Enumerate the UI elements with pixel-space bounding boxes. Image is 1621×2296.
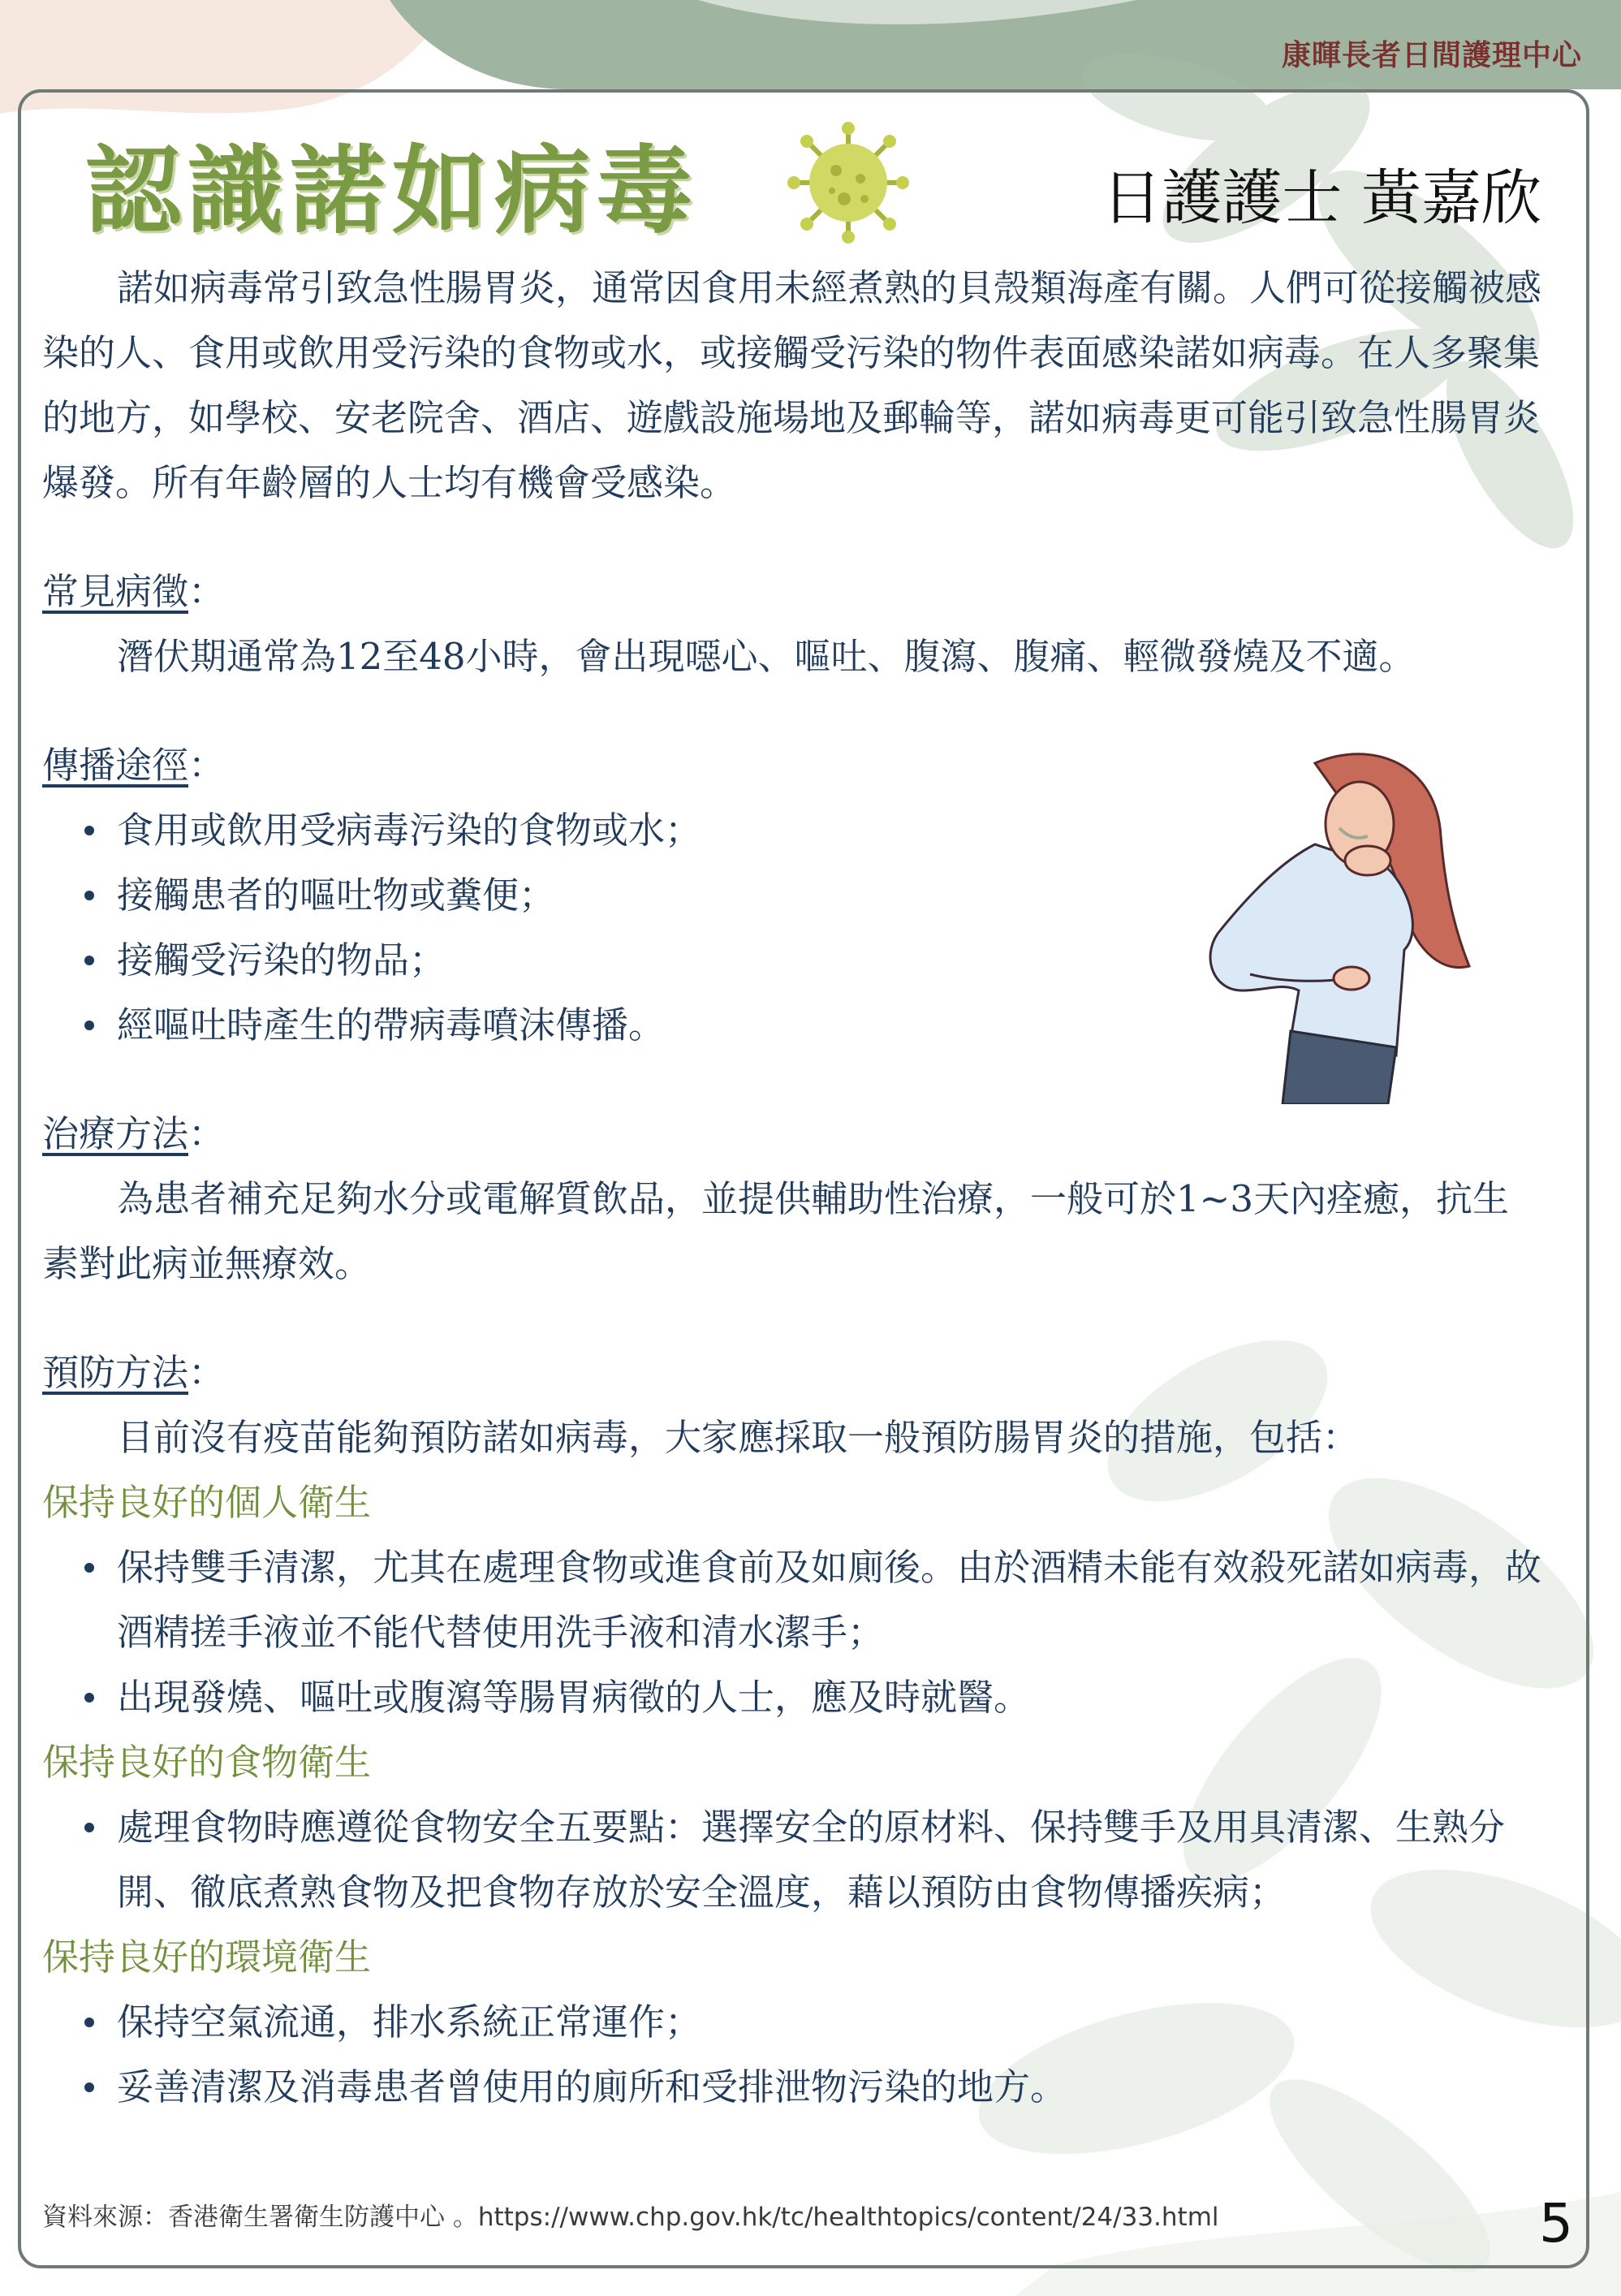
transmission-list [42, 798, 1188, 1058]
list-item: 妥善清潔及消毒患者曾使用的廁所和受排泄物污染的地方。 [117, 2055, 1544, 2120]
prevention-heading-colon: ： [188, 1351, 226, 1394]
source-citation: 資料來源：香港衛生署衛生防護中心 。https://www.chp.gov.hk/tc/healthtopics/content/24/33.html [42, 2203, 1219, 2232]
list-item: 保持空氣流通，排水系統正常運作； [117, 1990, 1544, 2055]
prevention-heading-text: 預防方法 [42, 1351, 189, 1394]
list-item: 接觸患者的嘔吐物或糞便； [117, 863, 1188, 928]
personal-hygiene-list [42, 1535, 1544, 1730]
prevention-intro: 目前沒有疫苗能夠預防諾如病毒，大家應採取一般預防腸胃炎的措施，包括： [117, 1416, 1360, 1459]
treatment-heading-text: 治療方法 [42, 1112, 189, 1155]
treatment-heading-colon: ： [188, 1112, 226, 1155]
food-hygiene-list [42, 1795, 1544, 1925]
transmission-heading-colon: ： [188, 744, 226, 787]
list-item: 處理食物時應遵從食物安全五要點：選擇安全的原材料、保持雙手及用具清潔、生熟分開、徹底煮熟食物及把食物存放於安全溫度，藉以預防由食物傳播疾病； [117, 1795, 1544, 1925]
prevention-heading [42, 1340, 1544, 1405]
author-name: 日護護士 黃嘉欣 [1102, 163, 1541, 233]
list-item: 保持雙手清潔，尤其在處理食物或進食前及如廁後。由於酒精未能有效殺死諾如病毒，故酒精搓手液並不能代替使用洗手液和清水潔手； [117, 1535, 1544, 1665]
page-title: 認識諾如病毒 [85, 134, 700, 247]
symptoms-heading-text: 常見病徵 [42, 570, 189, 613]
food-hygiene-title: 保持良好的食物衛生 [42, 1741, 372, 1784]
symptoms-heading [42, 559, 1544, 624]
intro-paragraph: 諾如病毒常引致急性腸胃炎，通常因食用未經煮熟的貝殼類海產有關。人們可從接觸被感染的人、食用或飲用受污染的食物或水，或接觸受污染的物件表面感染諾如病毒。在人多聚集的地方，如學校、安老院舍、酒店、遊戲設施場地及郵輪等，諾如病毒更可能引致急性腸胃炎爆發。所有年齡層的人士均有機會受感染。 [42, 266, 1542, 504]
list-item: 接觸受污染的物品； [117, 928, 1188, 993]
article-body [42, 256, 1544, 2120]
environment-hygiene-title: 保持良好的環境衛生 [42, 1936, 372, 1979]
virus-icon [787, 122, 909, 244]
symptoms-text: 潛伏期通常為12至48小時，會出現噁心、嘔吐、腹瀉、腹痛、輕微發燒及不適。 [117, 635, 1416, 678]
page-number: 5 [1539, 2192, 1573, 2255]
symptoms-heading-colon: ： [188, 570, 226, 613]
list-item: 食用或飲用受病毒污染的食物或水； [117, 798, 1188, 863]
center-name: 康暉長者日間護理中心 [1281, 38, 1582, 72]
list-item: 出現發燒、嘔吐或腹瀉等腸胃病徵的人士，應及時就醫。 [117, 1665, 1544, 1730]
transmission-heading-text: 傳播途徑 [42, 744, 189, 787]
sick-woman-illustration [1193, 747, 1485, 1104]
treatment-text: 為患者補充足夠水分或電解質飲品，並提供輔助性治療，一般可於1~3天內痊癒，抗生素對此病並無療效。 [42, 1177, 1509, 1285]
personal-hygiene-title: 保持良好的個人衛生 [42, 1481, 372, 1524]
treatment-heading [42, 1102, 1544, 1167]
environment-hygiene-list [42, 1990, 1544, 2120]
list-item: 經嘔吐時產生的帶病毒噴沫傳播。 [117, 993, 1188, 1058]
